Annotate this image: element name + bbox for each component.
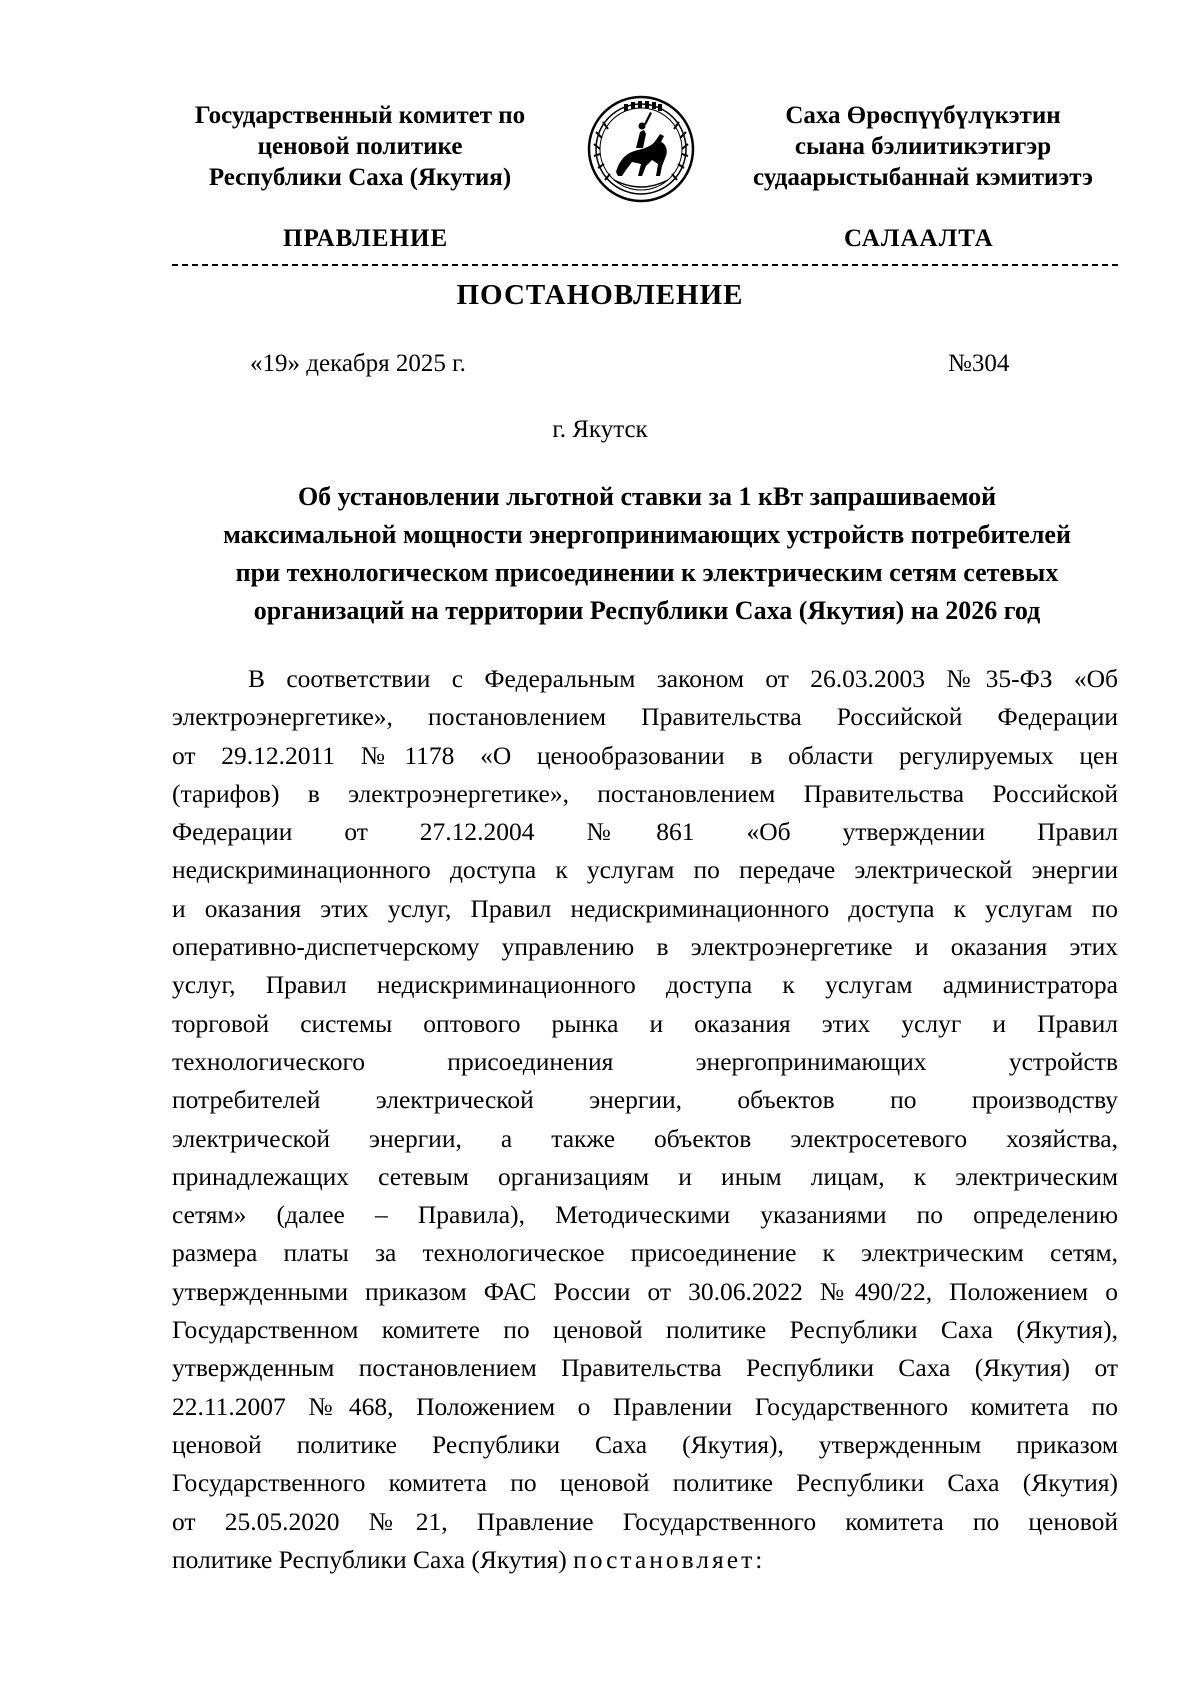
left-org-line: Республики Саха (Якутия)	[208, 164, 512, 191]
document-type: ПОСТАНОВЛЕНИЕ	[456, 279, 744, 311]
left-org-line: ценовой политике	[257, 133, 463, 160]
left-org-line: Государственный комитет по	[194, 102, 526, 129]
resolves-word: постановляет:	[573, 1544, 766, 1574]
body-line: от 25.05.2020 №21, Правление Государственного комитета по ценовой	[172, 1506, 1118, 1536]
title-line: Об установлении льготной ставки за 1 кВт запрашиваемой	[297, 482, 997, 511]
body-line: электрической энергии, а также объектов электросетевого хозяйства,	[172, 1123, 1118, 1153]
body-line: от 29.12.2011 №1178 «О ценообразовании в области регулируемых цен	[172, 740, 1118, 770]
body-line: ценовой политике Республики Саха (Якутия), утвержденным приказом	[172, 1429, 1118, 1459]
body-line: и оказания этих услуг, Правил недискриминационного доступа к услугам по	[172, 893, 1118, 923]
body-line: (тарифов) в электроэнергетике», постановлением Правительства Российской	[172, 778, 1118, 808]
body-line: утвержденным постановлением Правительства Республики Саха (Якутия) от	[172, 1353, 1118, 1383]
document-title	[172, 478, 1122, 630]
title-line: при технологическом присоединении к электрическим сетям сетевых	[235, 558, 1059, 587]
body-line: технологического присоединения энергопринимающих устройств	[172, 1046, 1118, 1076]
body-line: Федерации от 27.12.2004 №861 «Об утверждении Правил	[172, 817, 1118, 847]
document-date: «19» декабря 2025 г.	[250, 350, 466, 377]
body-line: размера платы за технологическое присоединение к электрическим сетям,	[172, 1238, 1118, 1268]
left-department-title: ПРАВЛЕНИЕ	[283, 225, 449, 252]
body-line: электроэнергетике», постановлением Правительства Российской Федерации	[172, 702, 1118, 732]
republic-emblem-icon	[586, 94, 696, 204]
right-department-title: САЛААЛТА	[844, 225, 994, 252]
title-line: организаций на территории Республики Саха (Якутия) на 2026 год	[253, 596, 1041, 625]
right-org-name	[728, 100, 1118, 193]
body-line: принадлежащих сетевым организациям и иным лицам, к электрическим	[172, 1161, 1118, 1191]
left-org-name	[160, 100, 560, 193]
title-line: максимальной мощности энергопринимающих устройств потребителей	[223, 520, 1071, 549]
body-line: торговой системы оптового рынка и оказания этих услуг и Правил	[172, 1008, 1118, 1038]
right-org-line: Саха Өрөспүүбүлүкэтин	[785, 102, 1061, 129]
body-line: 22.11.2007 №468, Положением о Правлении Государственного комитета по	[172, 1391, 1118, 1421]
body-line: Государственном комитете по ценовой политике Республики Саха (Якутия),	[172, 1315, 1118, 1345]
document-body	[172, 660, 1118, 1579]
header-separator	[172, 264, 1118, 266]
body-line: оперативно-диспетчерскому управлению в электроэнергетике и оказания этих	[172, 932, 1118, 962]
body-line: Государственного комитета по ценовой политике Республики Саха (Якутия)	[172, 1468, 1118, 1498]
body-last-line	[172, 1541, 1118, 1579]
document-city: г. Якутск	[552, 416, 648, 443]
body-line: сетям» (далее – Правила), Методическими указаниями по определению	[172, 1200, 1118, 1230]
body-last-line-prefix: политике Республики Саха (Якутия)	[172, 1544, 574, 1574]
right-org-line: судаарыстыбаннай кэмитиэтэ	[753, 164, 1093, 191]
body-line: потребителей электрической энергии, объектов по производству	[172, 1085, 1118, 1115]
body-line: утвержденными приказом ФАС России от 30.06.2022 №490/22, Положением о	[172, 1276, 1118, 1306]
document-number: №304	[948, 350, 1010, 377]
body-line: недискриминационного доступа к услугам по передаче электрической энергии	[172, 855, 1118, 885]
right-org-line: сыана бэлиитикэтигэр	[794, 133, 1052, 160]
body-line: В соответствии с Федеральным законом от 26.03.2003 №35-ФЗ «Об	[248, 664, 1118, 693]
body-line: услуг, Правил недискриминационного доступа к услугам администратора	[172, 970, 1118, 1000]
